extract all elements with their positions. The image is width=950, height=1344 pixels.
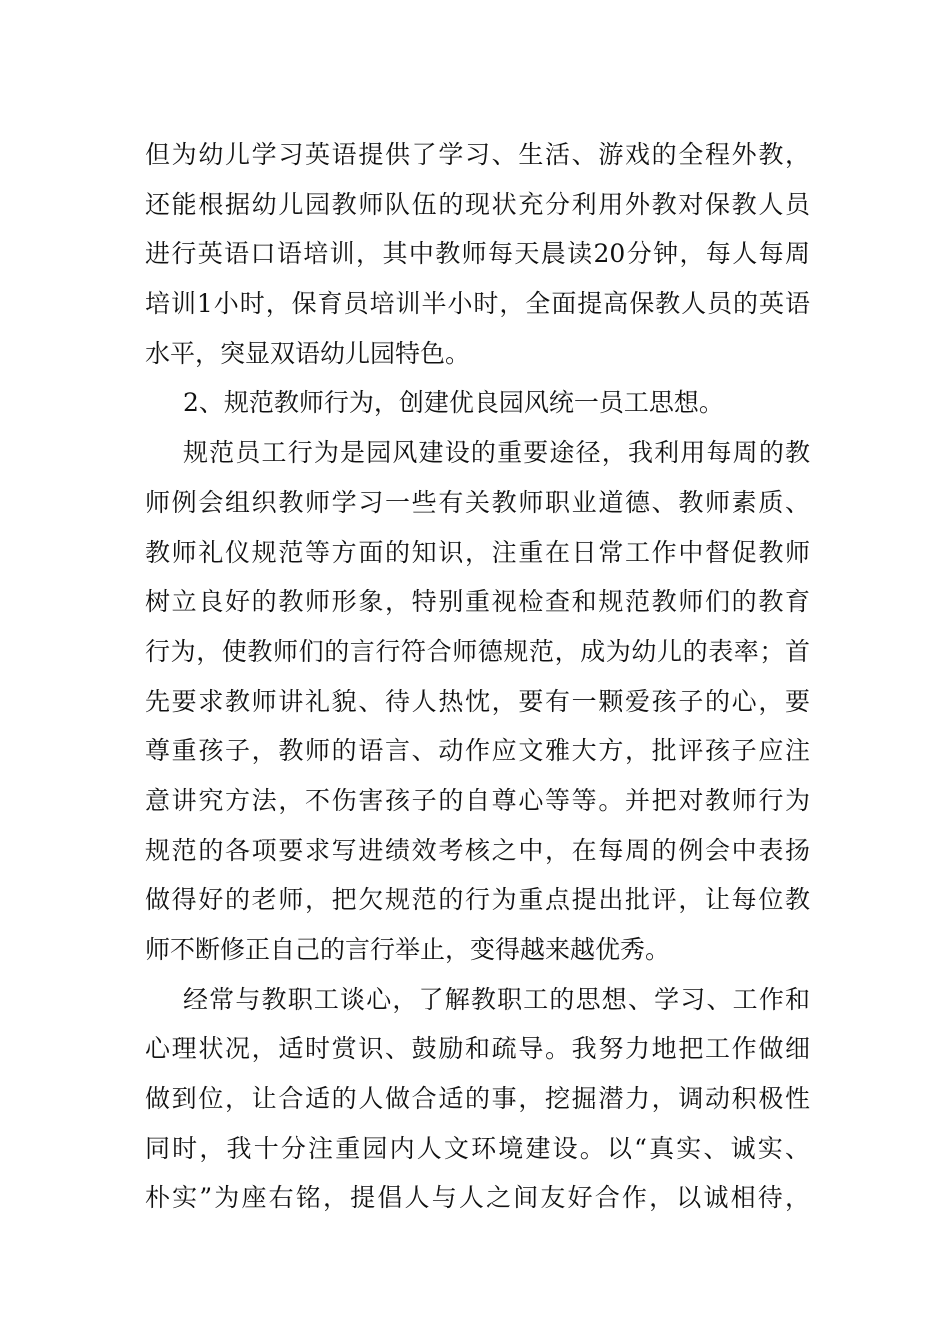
text-line: 教师礼仪规范等方面的知识，注重在日常工作中督促教师 [145, 537, 810, 567]
text-line: 进行英语口语培训，其中教师每天晨读20分钟，每人每周 [145, 239, 810, 269]
text-line: 行为，使教师们的言行符合师德规范，成为幼儿的表率；首 [145, 636, 810, 666]
text-line: 水平，突显双语幼儿园特色。 [145, 338, 471, 368]
text-line: 规范的各项要求写进绩效考核之中，在每周的例会中表扬 [145, 835, 810, 865]
text-line: 做到位，让合适的人做合适的事，挖掘潜力，调动积极性 [145, 1084, 810, 1114]
document-body [145, 130, 810, 1223]
text-line: 尊重孩子，教师的语言、动作应文雅大方，批评孩子应注 [145, 736, 810, 766]
text-line: 树立良好的教师形象，特别重视检查和规范教师们的教育 [145, 587, 810, 617]
section-heading: 2、规范教师行为，创建优良园风统一员工思想。 [183, 388, 724, 418]
text-line: 但为幼儿学习英语提供了学习、生活、游戏的全程外教， [145, 140, 810, 169]
text-line: 心理状况，适时赏识、鼓励和疏导。我努力地把工作做细 [145, 1034, 810, 1064]
text-line: 先要求教师讲礼貌、待人热忱，要有一颗爱孩子的心，要 [145, 686, 810, 716]
text-line: 经常与教职工谈心，了解教职工的思想、学习、工作和 [183, 984, 810, 1014]
text-line: 同时，我十分注重园内人文环境建设。以“真实、诚实、 [145, 1133, 810, 1163]
text-line: 朴实”为座右铭，提倡人与人之间友好合作，以诚相待， [145, 1183, 810, 1213]
text-line: 师例会组织教师学习一些有关教师职业道德、教师素质、 [145, 487, 810, 517]
text-line: 师不断修正自己的言行举止，变得越来越优秀。 [145, 935, 671, 964]
text-line: 还能根据幼儿园教师队伍的现状充分利用外教对保教人员 [145, 189, 810, 219]
text-line: 做得好的老师，把欠规范的行为重点提出批评，让每位教 [145, 885, 810, 915]
text-line: 规范员工行为是园风建设的重要途径，我利用每周的教 [183, 438, 810, 468]
text-line: 培训1小时，保育员培训半小时，全面提高保教人员的英语 [145, 289, 810, 319]
text-line: 意讲究方法，不伤害孩子的自尊心等等。并把对教师行为 [145, 785, 810, 815]
